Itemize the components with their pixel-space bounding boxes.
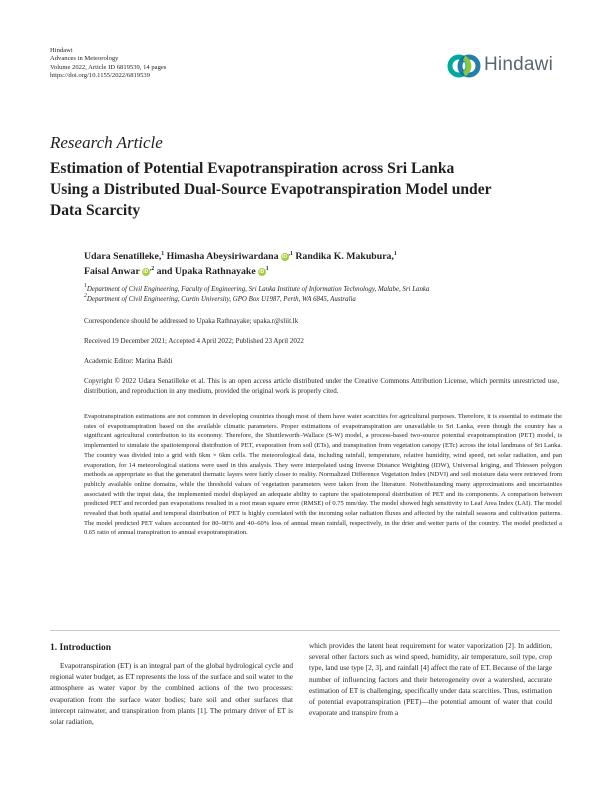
author-sup: 1: [161, 251, 165, 257]
author-name: Himasha Abeysiriwardana: [166, 251, 279, 262]
author-name: Udara Senatilleke,: [84, 251, 162, 262]
title-line: Using a Distributed Dual-Source Evapotranspiration Model under: [50, 181, 492, 198]
title-line: Estimation of Potential Evapotranspiration across Sri Lanka: [50, 160, 455, 177]
section-heading: 1. Introduction: [50, 643, 112, 653]
affiliation: $^1$Department of Civil Engineering, Faculty of Engineering, Sri Lanka Institute of Information Technology, Malabe, Sri Lanka: [84, 283, 430, 293]
hindawi-logo[interactable]: [447, 52, 557, 80]
doi-link[interactable]: https://doi.org/10.1155/2022/6819539: [50, 71, 151, 79]
copyright-notice: Copyright © 2022 Udara Senatilleke et al. This is an open access article distributed under the Creative Commons Attribution License, which permits unrestricted use, distribution, and reproduction in any medium, provided the original work is properly cited.: [84, 377, 559, 395]
abstract: Evapotranspiration estimations are not common in developing countries though most of them have water scarcities for agricultural purposes. Therefore, it is essential to estimate the rates of evapotranspiration based on the available climatic parameters. Proper estimations of evapotranspiration are unavailable to Sri Lanka, even though the country has a significant agricultural contribution to its economy. Therefore, the Shuttleworth–Wallace (S-W) model, a process-based two-source potential evapotranspiration (PET) model, is implemented to simulate the spatiotemporal distribution of PET, evaporation from soil (ETs), and transpiration from vegetation canopy (ETc) across the total landmass of Sri Lanka. The country was divided into a grid with 6km × 6km cells. The meteorological data, including rainfall, temperature, relative humidity, wind speed, net solar radiation, and pan evaporation, for 14 meteorological stations were used in this analysis. They were interpolated using Inverse Distance Weighting (IDW), Universal kriging, and Thiessen polygon methods as appropriate so that the generated thematic layers were fairly closer to reality. Normalized Difference Vegetation Index (NDVI) and soil moisture data were retrieved from publicly available online domains, while the threshold values of vegetation parameters were taken from the literature. Notwithstanding many approximations and uncertainties associated with the input data, the implemented model displayed an adequate ability to capture the spatiotemporal distribution of PET and its components. A comparison between predicted PET and recorded pan evaporations resulted in a root mean square error (RMSE) of 0.75 mm/day. The model showed high sensitivity to Leaf Area Index (LAI). The model revealed that both spatial and temporal distribution of PET is highly correlated with the incoming solar radiation fluxes and affected by the rainfall seasons and cultivation patterns. The model predicted PET values accounted for 80–90% and 40–60% loss of annual mean rainfall, respectively, in the drier and wetter parts of the country. The model predicted a 0.65 ratio of annual transpiration to annual evapotranspiration.: [84, 413, 562, 537]
body-text-right: which provides the latent heat requirement for water vaporization [2]. In addition, several other factors such as wind speed, humidity, air temperature, soil type, crop type, land use type [2, 3], and rainfall [4] affect the rate of ET. Because of the large number of influencing factors and their heterogeneity over a watershed, accurate estimation of ET is challenging, specifically under data scarcities. Thus, estimation of potential evapotranspiration (PET)—the potential amount of water that could evaporate and transpire from a: [309, 641, 552, 718]
author-list: Udara Senatilleke,$^1$ Himasha Abeysiriwardana iD $^{,1}$ Randika K. Makubura,$^1$ Faisal Anwar iD $^{,2}$ and Upaka Rathnayake iD $^1$: [84, 251, 397, 277]
affiliations: [84, 285, 564, 305]
correspondence: Correspondence should be addressed to Upaka Rathnayake; upaka.r@sliit.lk: [84, 317, 299, 325]
body-text-left: Evapotranspiration (ET) is an integral part of the global hydrological cycle and regional water budget, as ET represents the loss of the surface and soil water to the atmosphere as water vapor by the combined actions of the two processes: evaporation from the surface water bodies; bare soil and other surfaces that intercept rainwater, and transpiration from plants [1]. The primary driver of ET is solar radiation,: [50, 661, 293, 727]
logo-text: Hindawi: [484, 54, 553, 75]
author-sup: 1: [289, 251, 293, 257]
divider: [50, 630, 560, 631]
author-name: Faisal Anwar: [84, 266, 140, 277]
orcid-icon[interactable]: iD: [143, 269, 149, 275]
paper-title: [50, 158, 560, 221]
author-name: and Upaka Rathnayake: [156, 266, 256, 277]
author-sup: 1: [265, 266, 269, 272]
author-sup: 1: [393, 251, 397, 257]
dates: Received 19 December 2021; Accepted 4 April 2022; Published 23 April 2022: [84, 337, 304, 345]
journal-name: Advances in Meteorology: [50, 55, 119, 63]
author-sup: 2: [151, 266, 155, 272]
orcid-icon[interactable]: iD: [259, 269, 265, 275]
title-line: Data Scarcity: [50, 202, 141, 219]
publisher-name: Hindawi: [50, 47, 73, 54]
journal-info: [50, 47, 166, 80]
academic-editor: Academic Editor: Marina Baldi: [84, 357, 173, 365]
orcid-icon[interactable]: iD: [282, 254, 288, 260]
volume-info: Volume 2022, Article ID 6819539, 14 pages: [50, 63, 167, 71]
article-type: Research Article: [50, 133, 163, 152]
affiliation: $^2$Department of Civil Engineering, Curtin University, GPO Box U1987, Perth, WA 6845, Australia: [84, 293, 356, 303]
author-name: Randika K. Makubura,: [295, 251, 394, 262]
hindawi-logo-icon: [447, 52, 483, 80]
